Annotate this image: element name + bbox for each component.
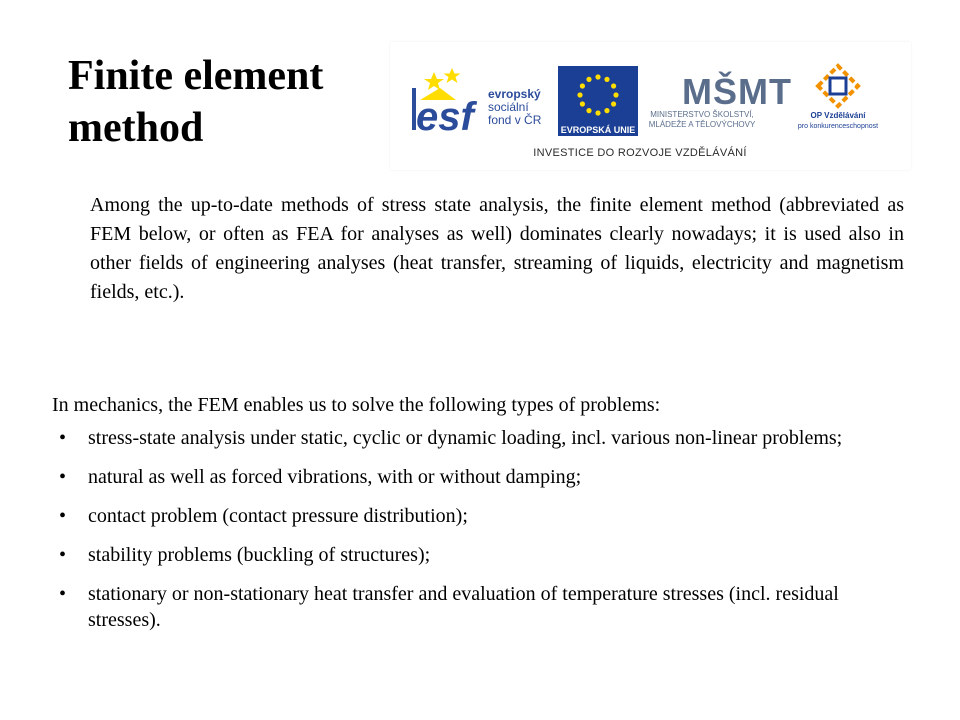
list-item [52,542,912,568]
bullet-icon: • [59,427,67,449]
star-icon [444,68,461,83]
intro-paragraph: Among the up-to-date methods of stress state analysis, the finite element method (abbreviated as FEM below, or often as FEA for analyses as well) dominates clearly nowadays; it is used also in other fields of engineering analyses (heat transfer, streaming of liquids, electricity and magnetism fields, etc.). [90,194,904,303]
msmt-logo [649,70,792,129]
list-item [52,503,912,529]
bullet-icon: • [59,544,67,566]
list-item [52,425,912,451]
op-square-icon [830,78,846,94]
op-logo [798,66,878,130]
esf-logo [412,68,542,139]
bullet-icon: • [59,583,67,605]
op-line-2: pro konkurenceschopnost [797,123,879,130]
esf-line-1: evropský [488,87,541,101]
star-icon [424,72,444,90]
problem-types-list [52,425,912,633]
eu-flag-logo [558,66,638,136]
list-item-text: natural as well as forced vibrations, with or without damping; [88,466,582,488]
list-item-text: stress-state analysis under static, cyclic or dynamic loading, incl. various non-linear problems; [88,427,843,449]
list-item [52,581,912,633]
bullet-icon: • [59,466,67,488]
msmt-mark: MŠMT [682,71,792,112]
esf-line-2: sociální [488,100,529,114]
msmt-line-1: MINISTERSTVO ŠKOLSTVÍ, [650,110,754,119]
esf-line-3: fond v ČR [488,113,542,127]
op-diamond-icon [818,66,858,106]
funding-logos [390,42,911,170]
list-item-text: stationary or non-stationary heat transfer and evaluation of temperature stresses (incl. residual stresses). [88,583,839,631]
op-line-1: OP Vzdělávání [810,111,866,120]
list-item-text: stability problems (buckling of structures); [88,544,431,566]
eu-label: EVROPSKÁ UNIE [560,125,636,135]
list-item [52,464,912,490]
slide-title: Finite element method [68,53,324,151]
funding-logo-strip [390,42,911,170]
list-item-text: contact problem (contact pressure distribution); [88,505,468,527]
msmt-line-2: MLÁDEŽE A TĚLOVÝCHOVY [648,120,756,129]
tagline: INVESTICE DO ROZVOJE VZDĚLÁVÁNÍ [533,147,747,159]
esf-mark: esf [416,95,474,139]
lead-sentence: In mechanics, the FEM enables us to solve the following types of problems: [52,394,661,416]
bullet-icon: • [59,505,67,527]
